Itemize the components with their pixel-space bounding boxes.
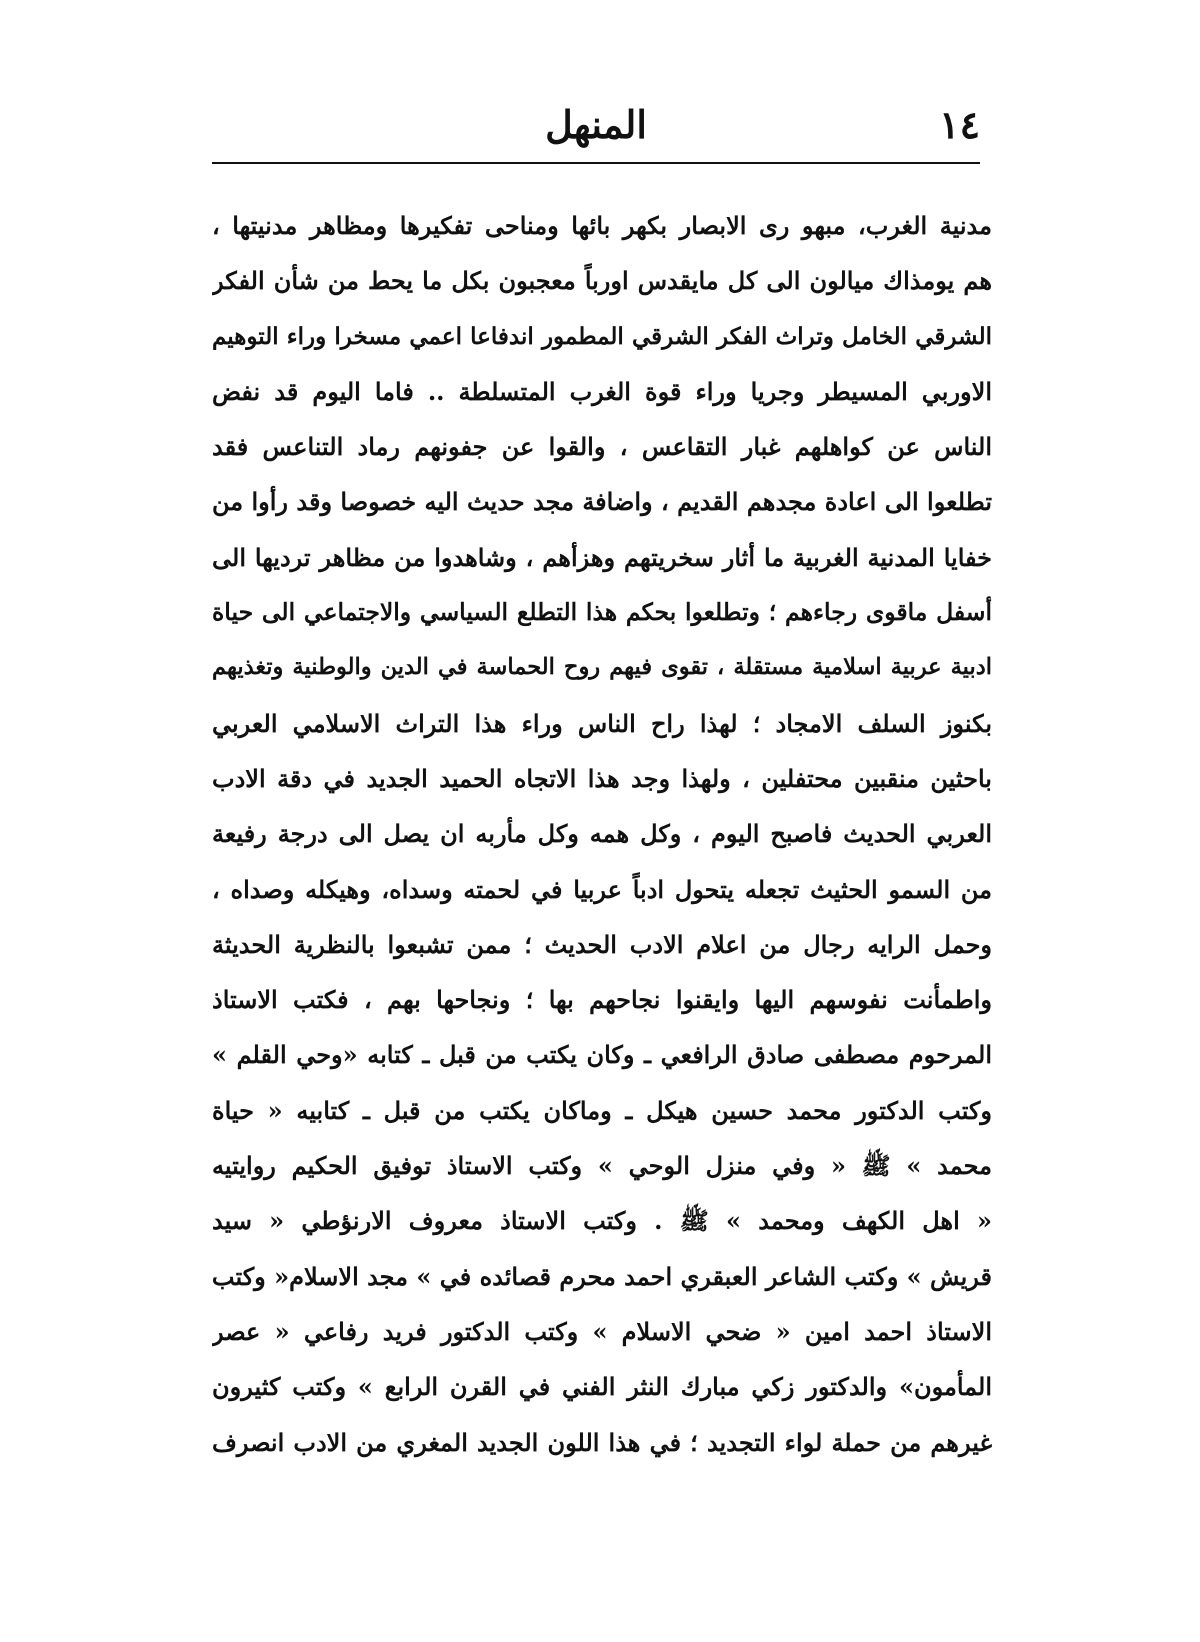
text-line: الناس عن كواهلهم غبار التقاعس ، والقوا عن جفونهم رماد التناعس فقد: [212, 432, 992, 462]
text-line: المرحوم مصطفى صادق الرافعي ـ وكان يكتب من قبل ـ كتابه «وحي القلم »: [212, 1040, 992, 1070]
text-line: غيرهم من حملة لواء التجديد ؛ في هذا اللون الجديد المغري من الادب انصرف: [212, 1427, 992, 1457]
text-line: محمد » ﷺ « وفي منزل الوحي » وكتب الاستاذ توفيق الحكيم روايتيه: [212, 1151, 992, 1181]
text-line: أسفل ماقوى رجاءهم ؛ وتطلعوا بحكم هذا التطلع السياسي والاجتماعي الى حياة: [212, 598, 992, 627]
running-title: المنهل: [545, 102, 647, 147]
text-line: بكنوز السلف الامجاد ؛ لهذا راح الناس وراء هذا التراث الاسلامي العربي: [212, 708, 992, 738]
text-line: من السمو الحثيث تجعله يتحول ادباً عربيا في لحمته وسداه، وهيكله وصداه ،: [212, 874, 992, 904]
text-line: الاوربي المسيطر وجريا وراء قوة الغرب المتسلطة .. فاما اليوم قد نفض: [212, 376, 992, 406]
text-line: قريش » وكتب الشاعر العبقري احمد محرم قصائده في » مجد الاسلام« وكتب: [212, 1261, 992, 1291]
page-header: [212, 100, 980, 162]
text-line: هم يومذاك ميالون الى كل مايقدس اورباً معجبون بكل ما يحط من شأن الفكر: [212, 266, 992, 296]
text-line: باحثين منقبين محتفلين ، ولهذا وجد هذا الاتجاه الحميد الجديد في دقة الادب: [212, 763, 992, 793]
text-line: ادبية عربية اسلامية مستقلة ، تقوى فيهم روح الحماسة في الدين والوطنية وتغذيهم: [212, 654, 992, 681]
text-line: المأمون» والدكتور زكي مبارك النثر الفني في القرن الرابع » وكتب كثيرون: [212, 1372, 992, 1402]
text-line: « اهل الكهف ومحمد » ﷺ . وكتب الاستاذ معروف الارنؤطي « سيد: [212, 1206, 992, 1236]
text-line: مدنية الغرب، مبهو ری الابصار بکهر بائها ومناحی تفکیرها ومظاهر مدنیتها ،: [212, 211, 992, 240]
header-rule: [212, 162, 980, 164]
text-line: تطلعوا الى اعادة مجدهم القديم ، واضافة مجد حديث اليه خصوصا وقد رأوا من: [212, 487, 992, 517]
text-line: وكتب الدكتور محمد حسين هيكل ـ وماكان يكتب من قبل ـ كتابيه « حياة: [212, 1095, 992, 1125]
text-line: الاستاذ احمد امين « ضحي الاسلام » وكتب الدكتور فريد رفاعي « عصر: [212, 1316, 992, 1346]
page-number: ١٤: [939, 102, 980, 147]
text-line: العربي الحديث فاصبح اليوم ، وكل همه وكل مأربه ان يصل الى درجة رفيعة: [212, 819, 992, 849]
body-text: [212, 198, 992, 1470]
text-line: واطمأنت نفوسهم اليها وايقنوا نجاحهم بها ؛ ونجاحها بهم ، فكتب الاستاذ: [212, 985, 992, 1015]
text-line: خفايا المدنية الغربية ما أثار سخريتهم وهزأهم ، وشاهدوا من مظاهر ترديها الى: [212, 542, 992, 572]
text-line: الشرقي الخامل وتراث الفكر الشرقي المطمور اندفاعا اعمي مسخرا وراء التوهيم: [212, 322, 992, 350]
text-line: وحمل الرايه رجال من اعلام الادب الحديث ؛ ممن تشبعوا بالنظرية الحديثة: [212, 929, 992, 959]
